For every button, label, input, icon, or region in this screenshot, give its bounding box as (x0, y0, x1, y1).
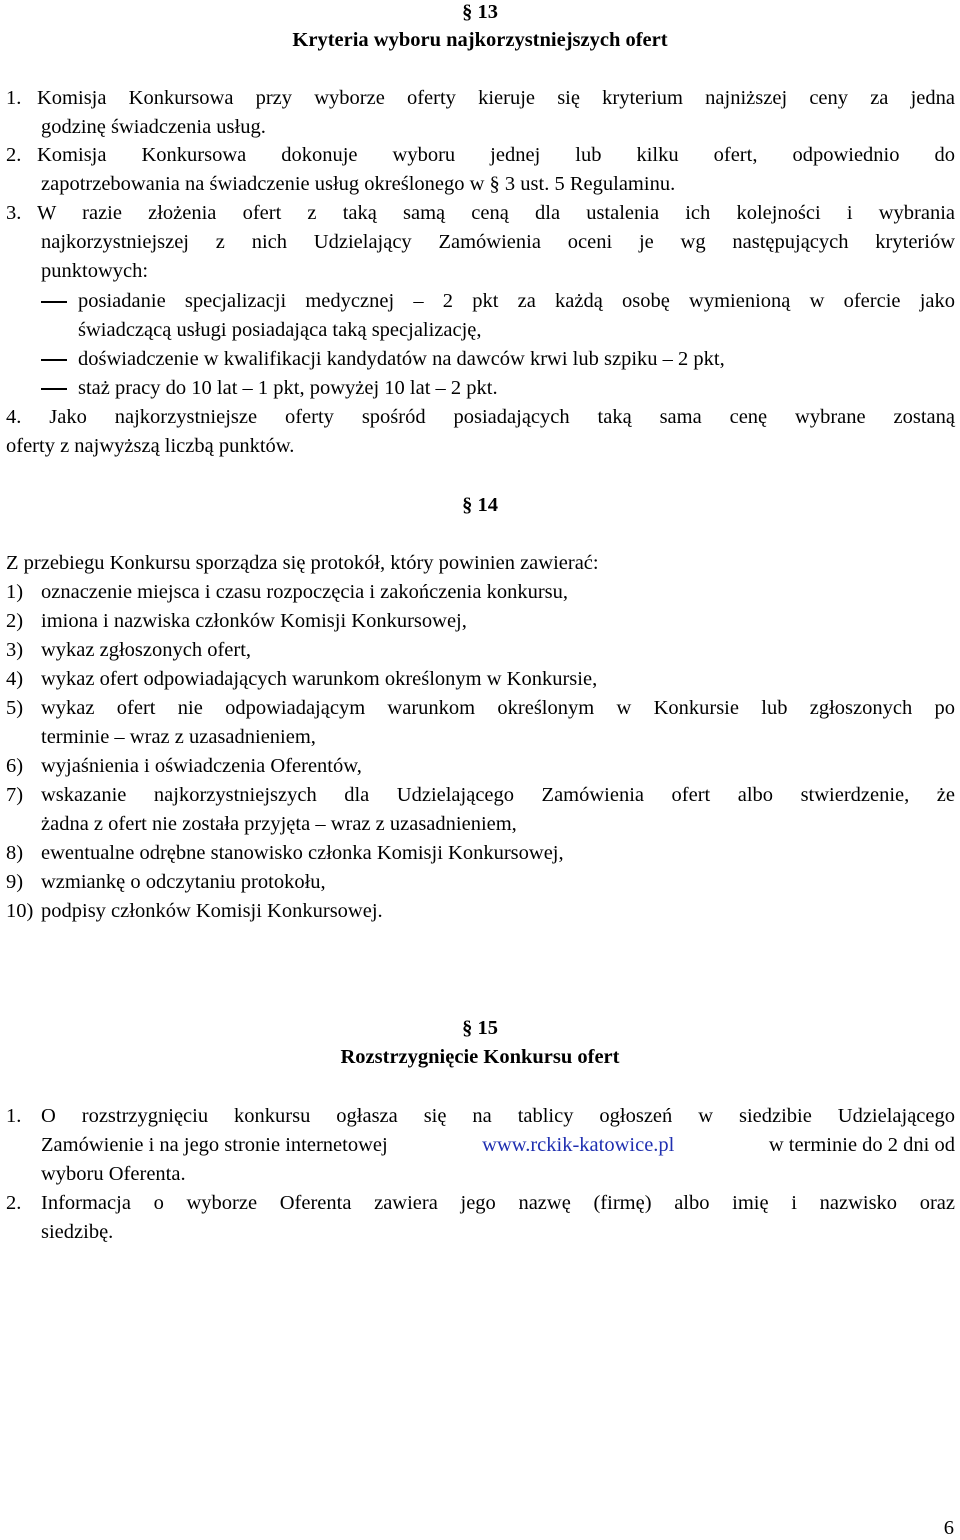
criterion-1-line-2: świadczącą usługi posiadająca taką specjalizację, (78, 319, 482, 341)
s13-item-3-line-2: najkorzystniejszej z nich Udzielający Zamówienia oceni je wg następujących kryteriów (41, 231, 955, 253)
s14-item-3-line-1: wykaz zgłoszonych ofert, (41, 639, 252, 661)
s14-item-4-line-1: wykaz ofert odpowiadających warunkom określonym w Konkursie, (41, 668, 598, 690)
s13-item-3-number: 3. (6, 202, 22, 224)
s14-item-1-line-1: oznaczenie miejsca i czasu rozpoczęcia i zakończenia konkursu, (41, 581, 569, 603)
s14-item-8-line-1: ewentualne odrębne stanowisko członka Komisji Konkursowej, (41, 842, 564, 864)
criterion-2-line-1: doświadczenie w kwalifikacji kandydatów na dawców krwi lub szpiku – 2 pkt, (78, 348, 725, 370)
criterion-2-dash (41, 359, 67, 361)
s13-item-1-number: 1. (6, 87, 22, 109)
s14-item-9-line-1: wzmiankę o odczytaniu protokołu, (41, 871, 326, 893)
s13-item-2-number: 2. (6, 144, 22, 166)
s14-item-9-number: 9) (6, 871, 24, 893)
s14-intro: Z przebiegu Konkursu sporządza się protokół, który powinien zawierać: (6, 552, 599, 574)
s13-item-2-line-2: zapotrzebowania na świadczenie usług określonego w § 3 ust. 5 Regulaminu. (41, 173, 676, 195)
s14-item-5-line-1: wykaz ofert nie odpowiadającym warunkom określonym w Konkursie lub zgłoszonych po (41, 697, 955, 719)
s15-item-1-number: 1. (6, 1105, 22, 1127)
s15-item-1-line-2 (41, 1133, 955, 1157)
section-13-number: § 13 (462, 1, 498, 23)
s14-item-1-number: 1) (6, 581, 24, 603)
criterion-3-dash (41, 388, 67, 390)
s15-item-1-line-3: wyboru Oferenta. (41, 1163, 186, 1185)
s14-item-6-number: 6) (6, 755, 24, 777)
criterion-3-line-1: staż pracy do 10 lat – 1 pkt, powyżej 10 lat – 2 pkt. (78, 377, 498, 399)
s14-item-5-number: 5) (6, 697, 24, 719)
s13-item-4-line-2: oferty z najwyższą liczbą punktów. (6, 435, 295, 457)
s14-item-7-number: 7) (6, 784, 24, 806)
s15-item-2-line-1: Informacja o wyborze Oferenta zawiera jego nazwę (firmę) albo imię i nazwisko oraz (41, 1192, 955, 1214)
s15-item-1-line-2-start: Zamówienie i na jego stronie internetowej (41, 1134, 393, 1156)
section-15-title: Rozstrzygnięcie Konkursu ofert (340, 1046, 620, 1068)
website-link[interactable]: www.rckik-katowice.pl (482, 1134, 675, 1156)
s15-item-1-line-1: O rozstrzygnięciu konkursu ogłasza się na tablicy ogłoszeń w siedzibie Udzielającego (41, 1105, 955, 1127)
s14-item-3-number: 3) (6, 639, 24, 661)
s14-item-7-line-2: żadna z ofert nie została przyjęta – wraz z uzasadnieniem, (41, 813, 517, 835)
section-14-number: § 14 (462, 494, 498, 516)
s13-item-4-line-1: 4. Jako najkorzystniejsze oferty spośród posiadających taką sama cenę wybrane zostaną (6, 406, 955, 428)
s15-item-1-line-2-end: w terminie do 2 dni od (763, 1134, 955, 1156)
s14-item-10-line-1: podpisy członków Komisji Konkursowej. (41, 900, 383, 922)
s14-item-8-number: 8) (6, 842, 24, 864)
s15-item-2-line-2: siedzibę. (41, 1221, 114, 1243)
s13-item-1-line-2: godzinę świadczenia usług. (41, 116, 266, 138)
s15-item-2-number: 2. (6, 1192, 22, 1214)
s14-item-5-line-2: terminie – wraz z uzasadnieniem, (41, 726, 316, 748)
s14-item-2-line-1: imiona i nazwiska członków Komisji Konkursowej, (41, 610, 467, 632)
s14-item-6-line-1: wyjaśnienia i oświadczenia Oferentów, (41, 755, 362, 777)
s14-item-4-number: 4) (6, 668, 24, 690)
s13-item-1-line-1: Komisja Konkursowa przy wyborze oferty kieruje się kryterium najniższej ceny za jedna (37, 87, 955, 109)
section-15-number: § 15 (462, 1017, 498, 1039)
criterion-1-dash (41, 301, 67, 303)
s13-item-3-line-1: W razie złożenia ofert z taką samą ceną dla ustalenia ich kolejności i wybrania (37, 202, 955, 224)
section-13-title: Kryteria wyboru najkorzystniejszych ofert (292, 29, 668, 51)
s13-item-2-line-1: Komisja Konkursowa dokonuje wyboru jednej lub kilku ofert, odpowiednio do (37, 144, 955, 166)
s14-item-10-number: 10) (6, 900, 34, 922)
criterion-1-line-1: posiadanie specjalizacji medycznej – 2 pkt za każdą osobę wymienioną w ofercie jako (78, 290, 955, 312)
s13-item-3-line-3: punktowych: (41, 260, 149, 282)
page-number: 6 (943, 1517, 954, 1539)
s14-item-2-number: 2) (6, 610, 24, 632)
s14-item-7-line-1: wskazanie najkorzystniejszych dla Udzielającego Zamówienia ofert albo stwierdzenie, że (41, 784, 955, 806)
